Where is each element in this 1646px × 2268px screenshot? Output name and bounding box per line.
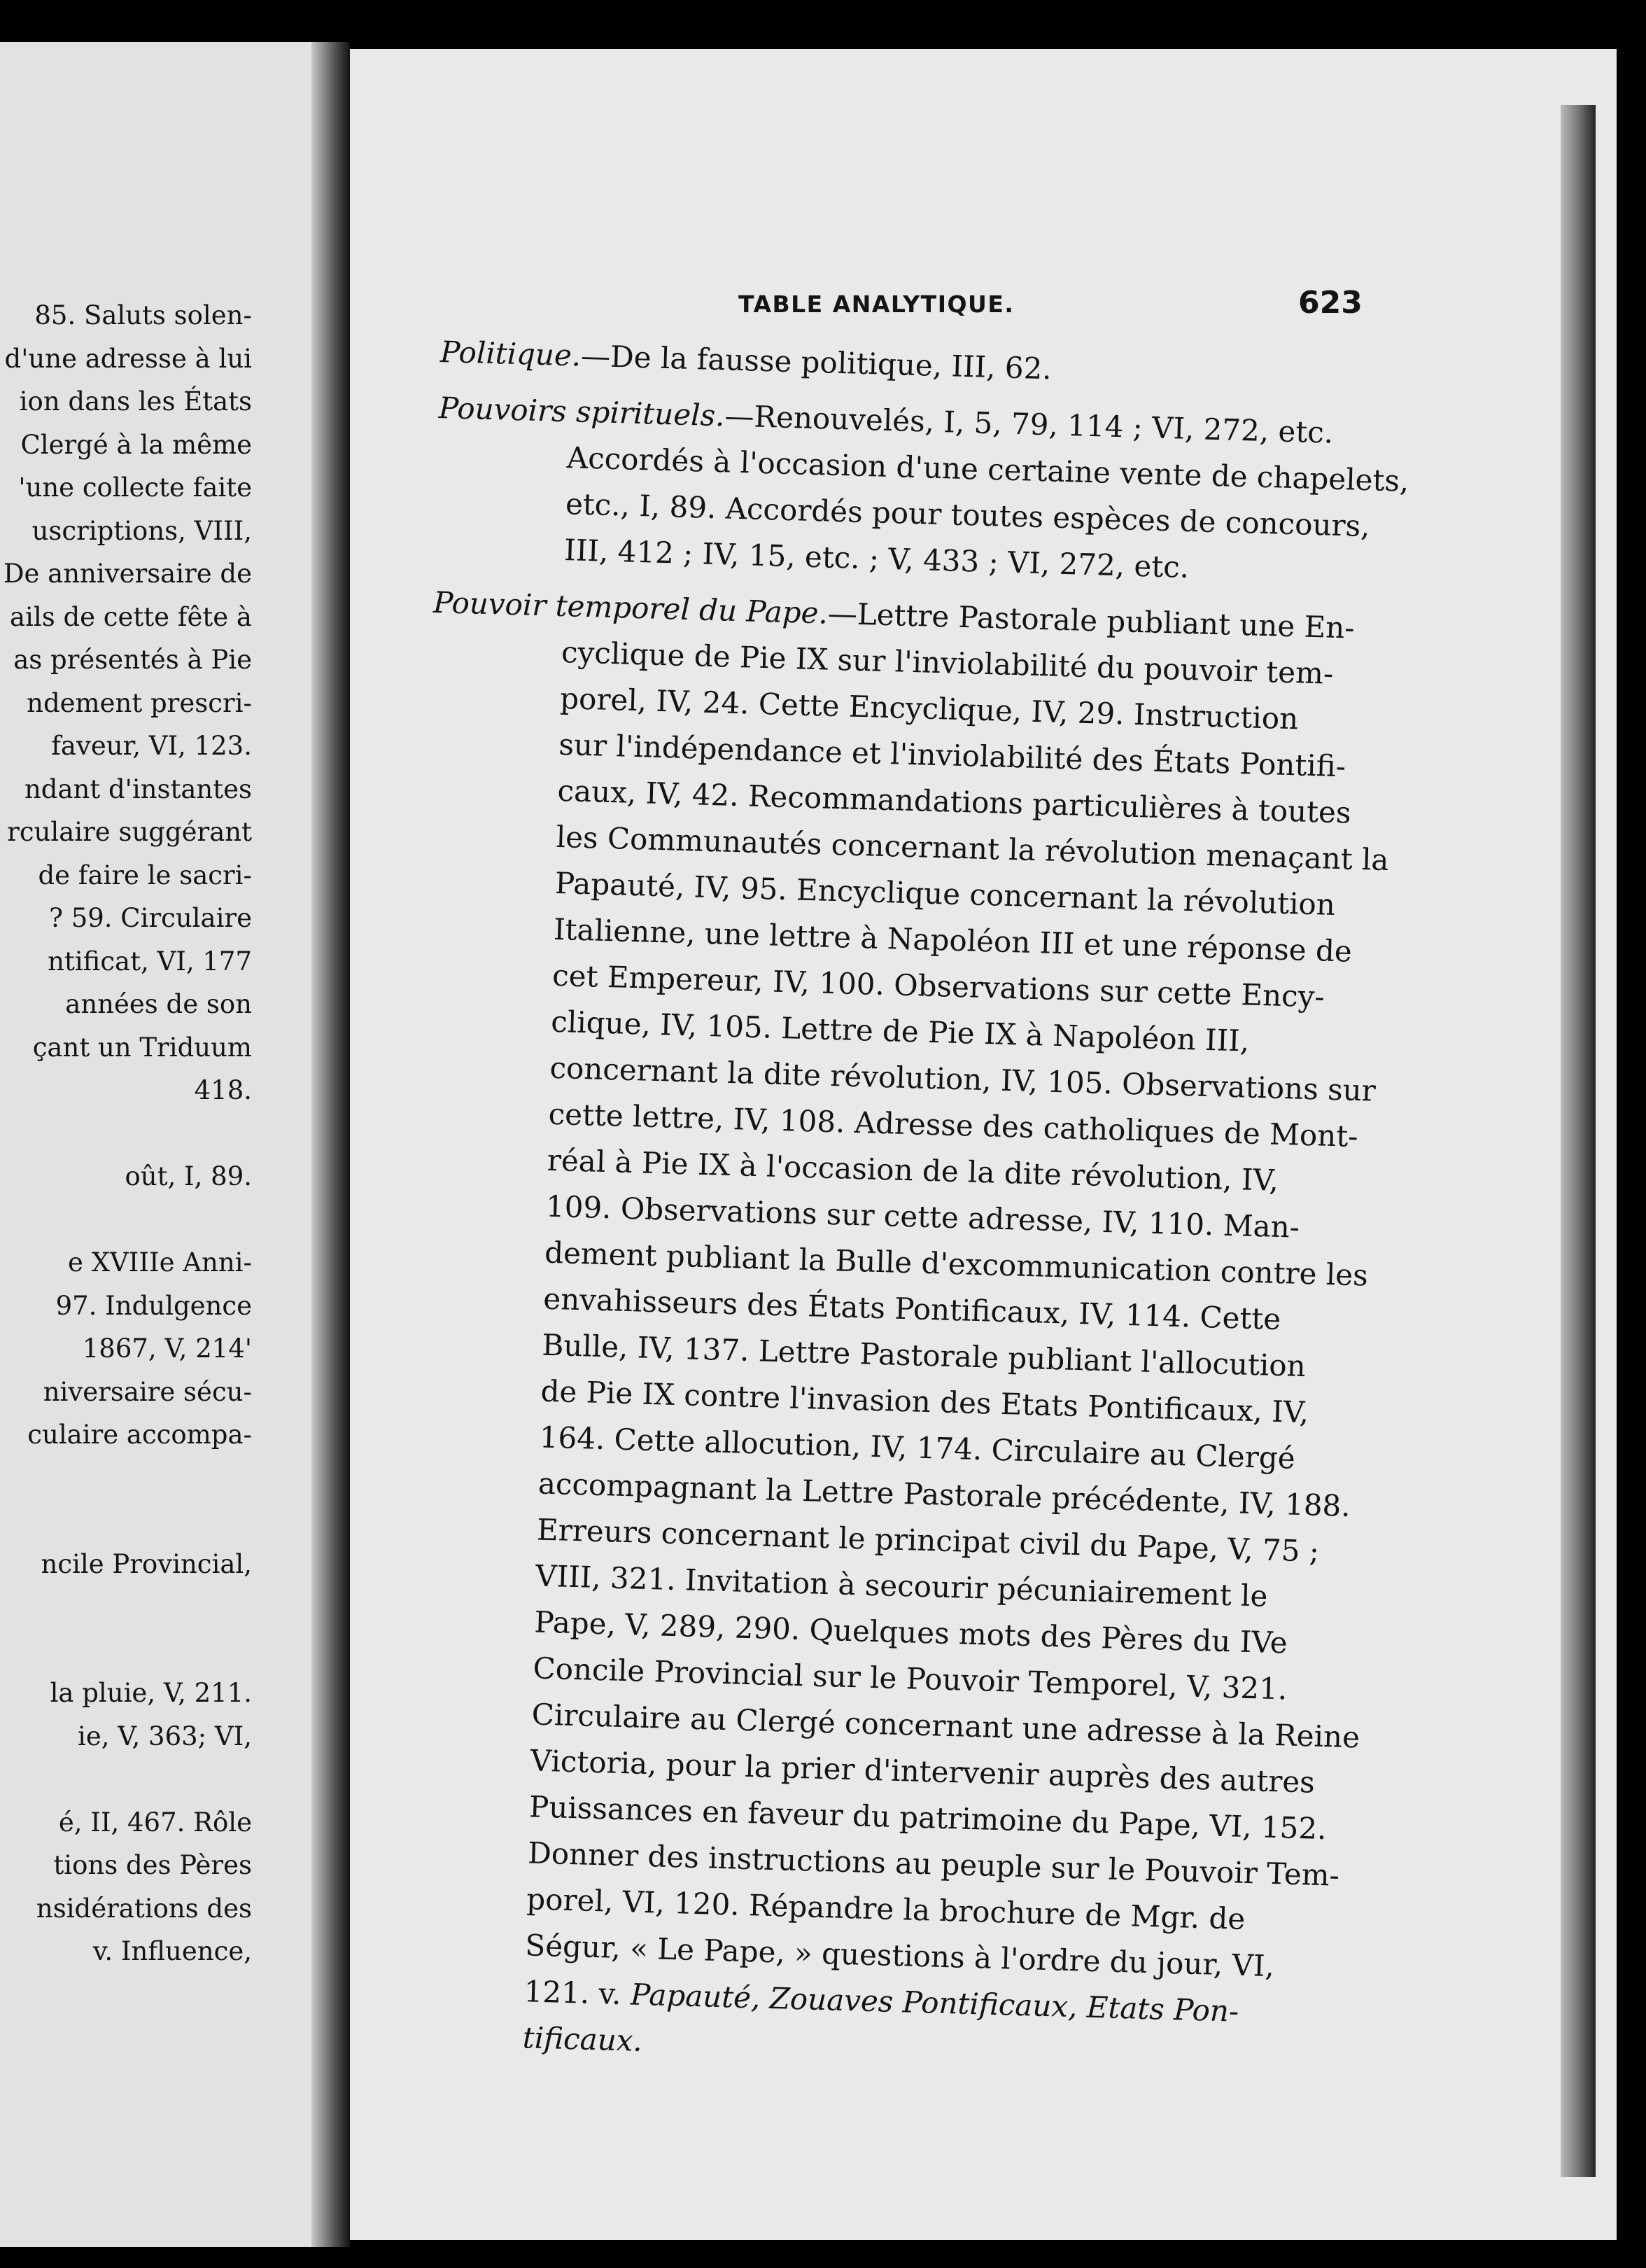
entry-line: de Pie IX contre l'invasion des Etats Pontificaux, IV, xyxy=(540,1373,1309,1430)
entry-line: Bulle, IV, 137. Lettre Pastorale publiant l'allocution xyxy=(541,1327,1307,1384)
left-line: de faire le sacri- xyxy=(38,860,252,890)
entry-line: dement publiant la Bulle d'excommunication contre les xyxy=(544,1235,1369,1293)
entry-line: Puissances en faveur du patrimoine du Pape, VI, 152. xyxy=(528,1789,1328,1847)
left-line: faveur, VI, 123. xyxy=(51,731,252,761)
cross-ref-prefix: 121. v. xyxy=(523,1974,631,2012)
entry-text: —Renouvelés, I, 5, 79, 114 ; VI, 272, etc. xyxy=(724,398,1334,450)
entry-line: 109. Observations sur cette adresse, IV, 110. Man- xyxy=(545,1189,1300,1245)
entry-line: Ségur, « Le Pape, » questions à l'ordre du jour, VI, xyxy=(524,1928,1275,1984)
left-line: 1867, V, 214' xyxy=(82,1334,252,1364)
entry-line: etc., I, 89. Accordés pour toutes espèces de concours, xyxy=(565,486,1371,544)
entry-line: caux, IV, 42. Recommandations particulières à toutes xyxy=(556,773,1352,830)
left-line: 97. Indulgence xyxy=(55,1290,252,1321)
page-edge-shadow xyxy=(1561,105,1596,2177)
entry-line: cyclique de Pie IX sur l'inviolabilité du pouvoir tem- xyxy=(561,634,1334,691)
entry-line: Donner des instructions au peuple sur le Pouvoir Tem- xyxy=(527,1835,1340,1893)
entry-line: Papauté, IV, 95. Encyclique concernant la révolution xyxy=(554,865,1336,922)
entry-line: cette lettre, IV, 108. Adresse des catholiques de Mont- xyxy=(548,1096,1359,1154)
left-line: 418. xyxy=(194,1075,252,1105)
left-line: as présentés à Pie xyxy=(13,645,252,675)
left-line: De anniversaire de xyxy=(3,559,252,589)
entry-line: Concile Provincial sur le Pouvoir Temporel, V, 321. xyxy=(532,1651,1288,1707)
left-line: la pluie, V, 211. xyxy=(50,1678,252,1708)
entry-pouvoirs-spirituels xyxy=(434,385,1617,605)
entry-line: Accordés à l'occasion d'une certaine vente de chapelets, xyxy=(566,440,1410,498)
entry-line: 164. Cette allocution, IV, 174. Circulaire au Clergé xyxy=(539,1420,1296,1476)
left-line xyxy=(3,1586,252,1629)
entry-line: Erreurs concernant le principat civil du Pape, V, 75 ; xyxy=(536,1512,1320,1569)
entry-line: VIII, 321. Invitation à secourir pécuniairement le xyxy=(535,1558,1269,1614)
entry-line: Italienne, une lettre à Napoléon III et une réponse de xyxy=(553,911,1353,969)
left-line: ails de cette fête à xyxy=(9,601,252,632)
entry-line: III, 412 ; IV, 15, etc. ; V, 433 ; VI, 272, etc. xyxy=(563,533,1190,584)
left-line: 85. Saluts solen- xyxy=(34,300,252,330)
left-line xyxy=(3,1629,252,1672)
left-line: ndant d'instantes xyxy=(24,774,252,804)
entry-line: Pape, V, 289, 290. Quelques mots des Pères du IVe xyxy=(533,1604,1288,1660)
entry-term: Politique. xyxy=(439,334,582,373)
index-entries xyxy=(393,329,1617,2092)
left-page-text xyxy=(3,294,252,1973)
entry-text: —Lettre Pastorale publiant une En- xyxy=(827,596,1356,645)
left-line xyxy=(3,1198,252,1242)
left-line xyxy=(3,1457,252,1500)
entry-line: accompagnant la Lettre Pastorale précédente, IV, 188. xyxy=(537,1466,1351,1523)
left-line: niversaire sécu- xyxy=(43,1376,252,1407)
running-title: TABLE ANALYTIQUE. xyxy=(738,290,1015,318)
page-header xyxy=(350,234,1617,321)
left-line: ie, V, 363; VI, xyxy=(78,1721,252,1751)
left-line: uscriptions, VIII, xyxy=(31,515,252,546)
left-line: é, II, 467. Rôle xyxy=(58,1807,252,1837)
left-line xyxy=(3,1112,252,1156)
left-line xyxy=(3,1499,252,1543)
left-line xyxy=(3,1758,252,1801)
left-line: ? 59. Circulaire xyxy=(49,903,252,933)
left-line: rculaire suggérant xyxy=(7,817,252,847)
left-line: v. Influence, xyxy=(92,1936,252,1966)
left-line: oût, I, 89. xyxy=(125,1161,252,1191)
left-line: ntificat, VI, 177 xyxy=(48,946,252,976)
left-line: nsidérations des xyxy=(36,1893,252,1924)
left-line: çant un Triduum xyxy=(32,1032,252,1063)
cross-ref-terms: Papauté, Zouaves Pontificaux, Etats Pon- xyxy=(630,1977,1239,2029)
entry-text: —De la fausse politique, III, 62. xyxy=(580,338,1053,386)
left-page xyxy=(0,42,350,2247)
right-page xyxy=(350,49,1617,2240)
left-line: années de son xyxy=(65,989,252,1019)
left-line: Clergé à la même xyxy=(20,429,252,460)
entry-term: Pouvoir temporel du Pape. xyxy=(432,584,829,631)
entry-line: les Communautés concernant la révolution menaçant la xyxy=(556,819,1390,878)
entry-line: porel, VI, 120. Répandre la brochure de Mgr. de xyxy=(526,1882,1246,1936)
entry-term: Pouvoirs spirituels. xyxy=(438,390,726,433)
entry-line: concernant la dite révolution, IV, 105. Observations sur xyxy=(549,1050,1377,1108)
left-line: d'une adresse à lui xyxy=(4,343,252,374)
entry-line: Victoria, pour la prier d'intervenir auprès des autres xyxy=(530,1743,1316,1800)
page-number: 623 xyxy=(1298,285,1363,321)
left-line: ndement prescri- xyxy=(27,687,252,718)
book-gutter xyxy=(311,42,350,2247)
left-line: culaire accompa- xyxy=(27,1420,252,1450)
left-line: e XVIIIe Anni- xyxy=(68,1247,252,1278)
left-line: 'une collecte faite xyxy=(18,472,252,503)
left-line: ion dans les États xyxy=(19,386,252,416)
left-line: tions des Pères xyxy=(53,1850,252,1880)
entry-line: envahisseurs des États Pontificaux, IV, 114. Cette xyxy=(542,1281,1281,1337)
entry-line: tificaux. xyxy=(522,2020,643,2058)
entry-pouvoir-temporel xyxy=(393,580,1617,2092)
entry-line: clique, IV, 105. Lettre de Pie IX à Napoléon III, xyxy=(550,1004,1250,1058)
entry-line: cet Empereur, IV, 100. Observations sur cette Ency- xyxy=(551,958,1325,1014)
entry-line: porel, IV, 24. Cette Encyclique, IV, 29. Instruction xyxy=(559,680,1299,736)
entry-line: Circulaire au Clergé concernant une adresse à la Reine xyxy=(531,1697,1360,1755)
entry-line: sur l'indépendance et l'inviolabilité des États Pontifi- xyxy=(558,727,1346,784)
left-line: ncile Provincial, xyxy=(41,1548,252,1579)
entry-line: réal à Pie IX à l'occasion de la dite révolution, IV, xyxy=(547,1142,1279,1198)
